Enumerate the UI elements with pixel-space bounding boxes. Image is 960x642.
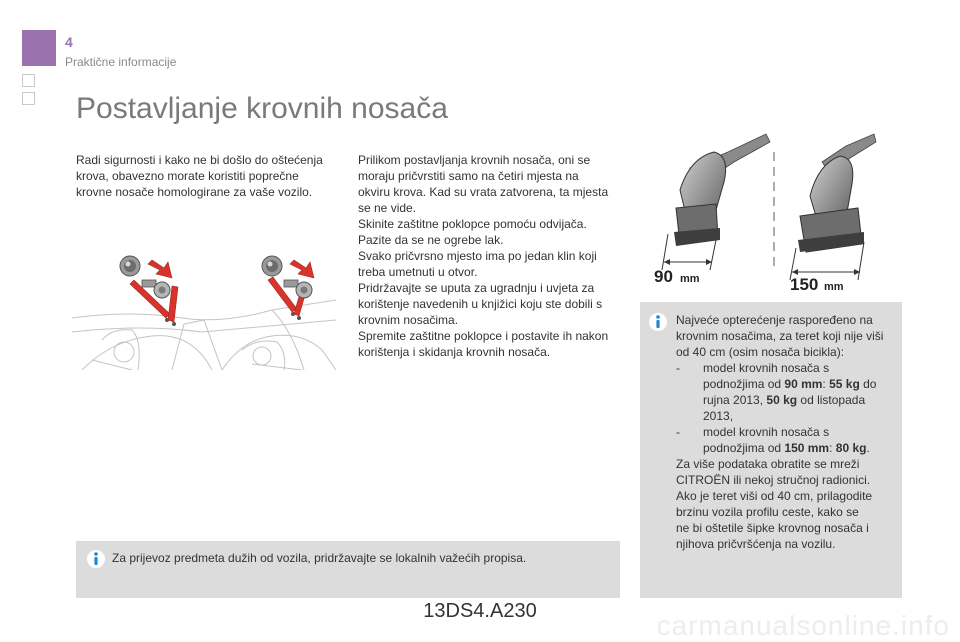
text-line: Pazite da se ne ogrebe lak. [358, 233, 504, 247]
rack-foot-150mm [790, 134, 876, 280]
info-icon [648, 312, 668, 332]
text-line: podnožjima od 90 mm: 55 kg do [703, 377, 877, 391]
protective-cap-left [120, 256, 140, 276]
fixing-pin-right [284, 280, 312, 298]
attachment-point-marker [172, 322, 176, 326]
watermark: carmanualsonline.info [656, 610, 950, 641]
text-line: okviru krova. Kad su vrata zatvorena, ta mjesta [358, 185, 609, 199]
protective-cap-right [262, 256, 282, 276]
long-load-note-text: Za prijevoz predmeta dužih od vozila, pridržavajte se lokalnih važećih propisa. [112, 551, 527, 565]
page-number: 4 [65, 34, 73, 50]
text-line: treba umetnuti u otvor. [358, 265, 478, 279]
direction-arrow [148, 260, 172, 278]
rack-dim-value: 90 [654, 267, 673, 286]
section-title: Praktične informacije [65, 55, 177, 69]
chapter-tab [22, 30, 56, 66]
text-line: korištenje navedenih u knjižici koju ste dobili s [358, 297, 603, 311]
text-line: se ne vide. [358, 201, 417, 215]
long-load-note-box [76, 541, 620, 598]
info-icon [86, 549, 106, 569]
list-item [676, 424, 898, 440]
list-dash: - [676, 425, 680, 439]
text-line: Za više podataka obratite se mreži [676, 457, 860, 471]
text-line: CITROËN ili nekoj stručnoj radionici. [676, 473, 871, 487]
text-line: njihova pričvršćenja na vozilu. [676, 537, 836, 551]
text-line: krovnim nosačima, za teret koji nije viši [676, 329, 884, 343]
text-line: krova, obavezno morate koristiti poprečne [76, 169, 299, 183]
text-line: rujna 2013, 50 kg od listopada [703, 393, 866, 407]
text-line: Svako pričvrsno mjesto ima po jedan klin koji [358, 249, 597, 263]
text-line: 2013, [703, 409, 734, 423]
rack-dim-unit: mm [824, 281, 844, 292]
text-line: Spremite zaštitne poklopce i postavite ih nakon [358, 329, 609, 343]
chapter-tab-empty [22, 92, 35, 105]
rack-foot-90mm [662, 134, 770, 270]
roof-attachment-illustration [72, 240, 336, 370]
text-line: Najveće opterećenje raspoređeno na [676, 313, 873, 327]
text-line: ne bi oštetile šipke krovnog nosača i [676, 521, 869, 535]
text-line: Radi sigurnosti i kako ne bi došlo do oštećenja [76, 153, 323, 167]
text-line: korištenja i skidanja krovnih nosača. [358, 345, 551, 359]
chapter-tab-empty [22, 74, 35, 87]
text-line: krovnim nosačima. [358, 313, 459, 327]
page-title: Postavljanje krovnih nosača [76, 92, 448, 125]
load-info-box [640, 302, 902, 598]
text-line: model krovnih nosača s [703, 425, 830, 439]
text-line: Skinite zaštitne poklopce pomoću odvijača. [358, 217, 587, 231]
instructions-paragraph [358, 152, 626, 360]
direction-arrow [290, 260, 314, 278]
attachment-point-marker [297, 316, 301, 320]
load-info-text [676, 312, 898, 552]
list-item [676, 360, 898, 376]
text-line: Pridržavajte se uputa za ugradnju i uvjeta za [358, 281, 595, 295]
text-line: krovne nosače homologirane za vaše vozilo. [76, 185, 313, 199]
rack-dim-value: 150 [790, 275, 819, 292]
text-line: Ako je teret viši od 40 cm, prilagodite [676, 489, 873, 503]
text-line: moraju pričvrstiti samo na četiri mjesta na [358, 169, 579, 183]
text-line: Prilikom postavljanja krovnih nosača, oni se [358, 153, 591, 167]
roof-rack-feet-illustration [650, 112, 890, 292]
intro-paragraph [76, 152, 338, 200]
rack-dim-unit: mm [680, 273, 700, 285]
text-line: podnožjima od 150 mm: 80 kg. [703, 441, 870, 455]
list-dash: - [676, 361, 680, 375]
text-line: brzinu vozila profilu ceste, kako se [676, 505, 859, 519]
text-line: model krovnih nosača s [703, 361, 830, 375]
image-code: 13DS4.A230 [423, 600, 537, 622]
text-line: od 40 cm (osim nosača bicikla): [676, 345, 845, 359]
